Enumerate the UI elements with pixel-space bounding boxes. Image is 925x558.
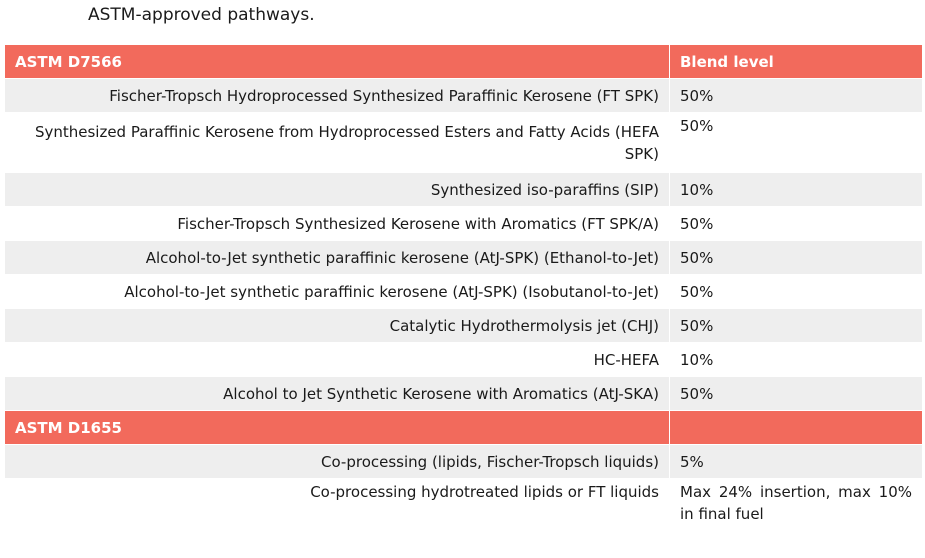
- pathway-name: HC-HEFA: [5, 343, 670, 377]
- astm-pathways-table: [4, 44, 923, 539]
- blend-level: 50%: [670, 241, 923, 275]
- table-row: [5, 241, 923, 275]
- intro-text: ASTM-approved pathways.: [88, 5, 315, 25]
- blend-level-header: Blend level: [670, 45, 923, 79]
- table-row: [5, 275, 923, 309]
- blend-level: 50%: [670, 275, 923, 309]
- blend-level: 5%: [670, 445, 923, 479]
- pathway-name: Fischer-Tropsch Hydroprocessed Synthesized Paraffinic Kerosene (FT SPK): [5, 79, 670, 113]
- blend-level: 50%: [670, 207, 923, 241]
- pathway-name: Catalytic Hydrothermolysis jet (CHJ): [5, 309, 670, 343]
- table-row: [5, 207, 923, 241]
- pathway-name: Alcohol to Jet Synthetic Kerosene with Aromatics (AtJ-SKA): [5, 377, 670, 411]
- blend-level-header: [670, 411, 923, 445]
- blend-level: Max 24% insertion, max 10% in final fuel: [670, 479, 923, 539]
- blend-level: 50%: [670, 113, 923, 173]
- blend-level: 50%: [670, 79, 923, 113]
- blend-level: 10%: [670, 343, 923, 377]
- blend-level: 10%: [670, 173, 923, 207]
- pathway-name: Alcohol-to-Jet synthetic paraffinic kerosene (AtJ-SPK) (Ethanol-to-Jet): [5, 241, 670, 275]
- pathway-name: Co-processing hydrotreated lipids or FT liquids: [5, 479, 670, 539]
- table-row: [5, 479, 923, 539]
- table-row: [5, 377, 923, 411]
- section-title: ASTM D7566: [5, 45, 670, 79]
- table-row: [5, 343, 923, 377]
- table-row: [5, 79, 923, 113]
- blend-level: 50%: [670, 309, 923, 343]
- pathway-name: Fischer-Tropsch Synthesized Kerosene with Aromatics (FT SPK/A): [5, 207, 670, 241]
- section-title: ASTM D1655: [5, 411, 670, 445]
- table-row: [5, 445, 923, 479]
- pathway-name: Synthesized iso-paraffins (SIP): [5, 173, 670, 207]
- blend-level: 50%: [670, 377, 923, 411]
- table-row: [5, 309, 923, 343]
- pathway-name: Co-processing (lipids, Fischer-Tropsch liquids): [5, 445, 670, 479]
- pathway-name: Synthesized Paraffinic Kerosene from Hydroprocessed Esters and Fatty Acids (HEFA SPK): [5, 113, 670, 173]
- pathway-name: Alcohol-to-Jet synthetic paraffinic kerosene (AtJ-SPK) (Isobutanol-to-Jet): [5, 275, 670, 309]
- table-row: [5, 113, 923, 173]
- section-header-d7566: [5, 45, 923, 79]
- section-header-d1655: [5, 411, 923, 445]
- table-row: [5, 173, 923, 207]
